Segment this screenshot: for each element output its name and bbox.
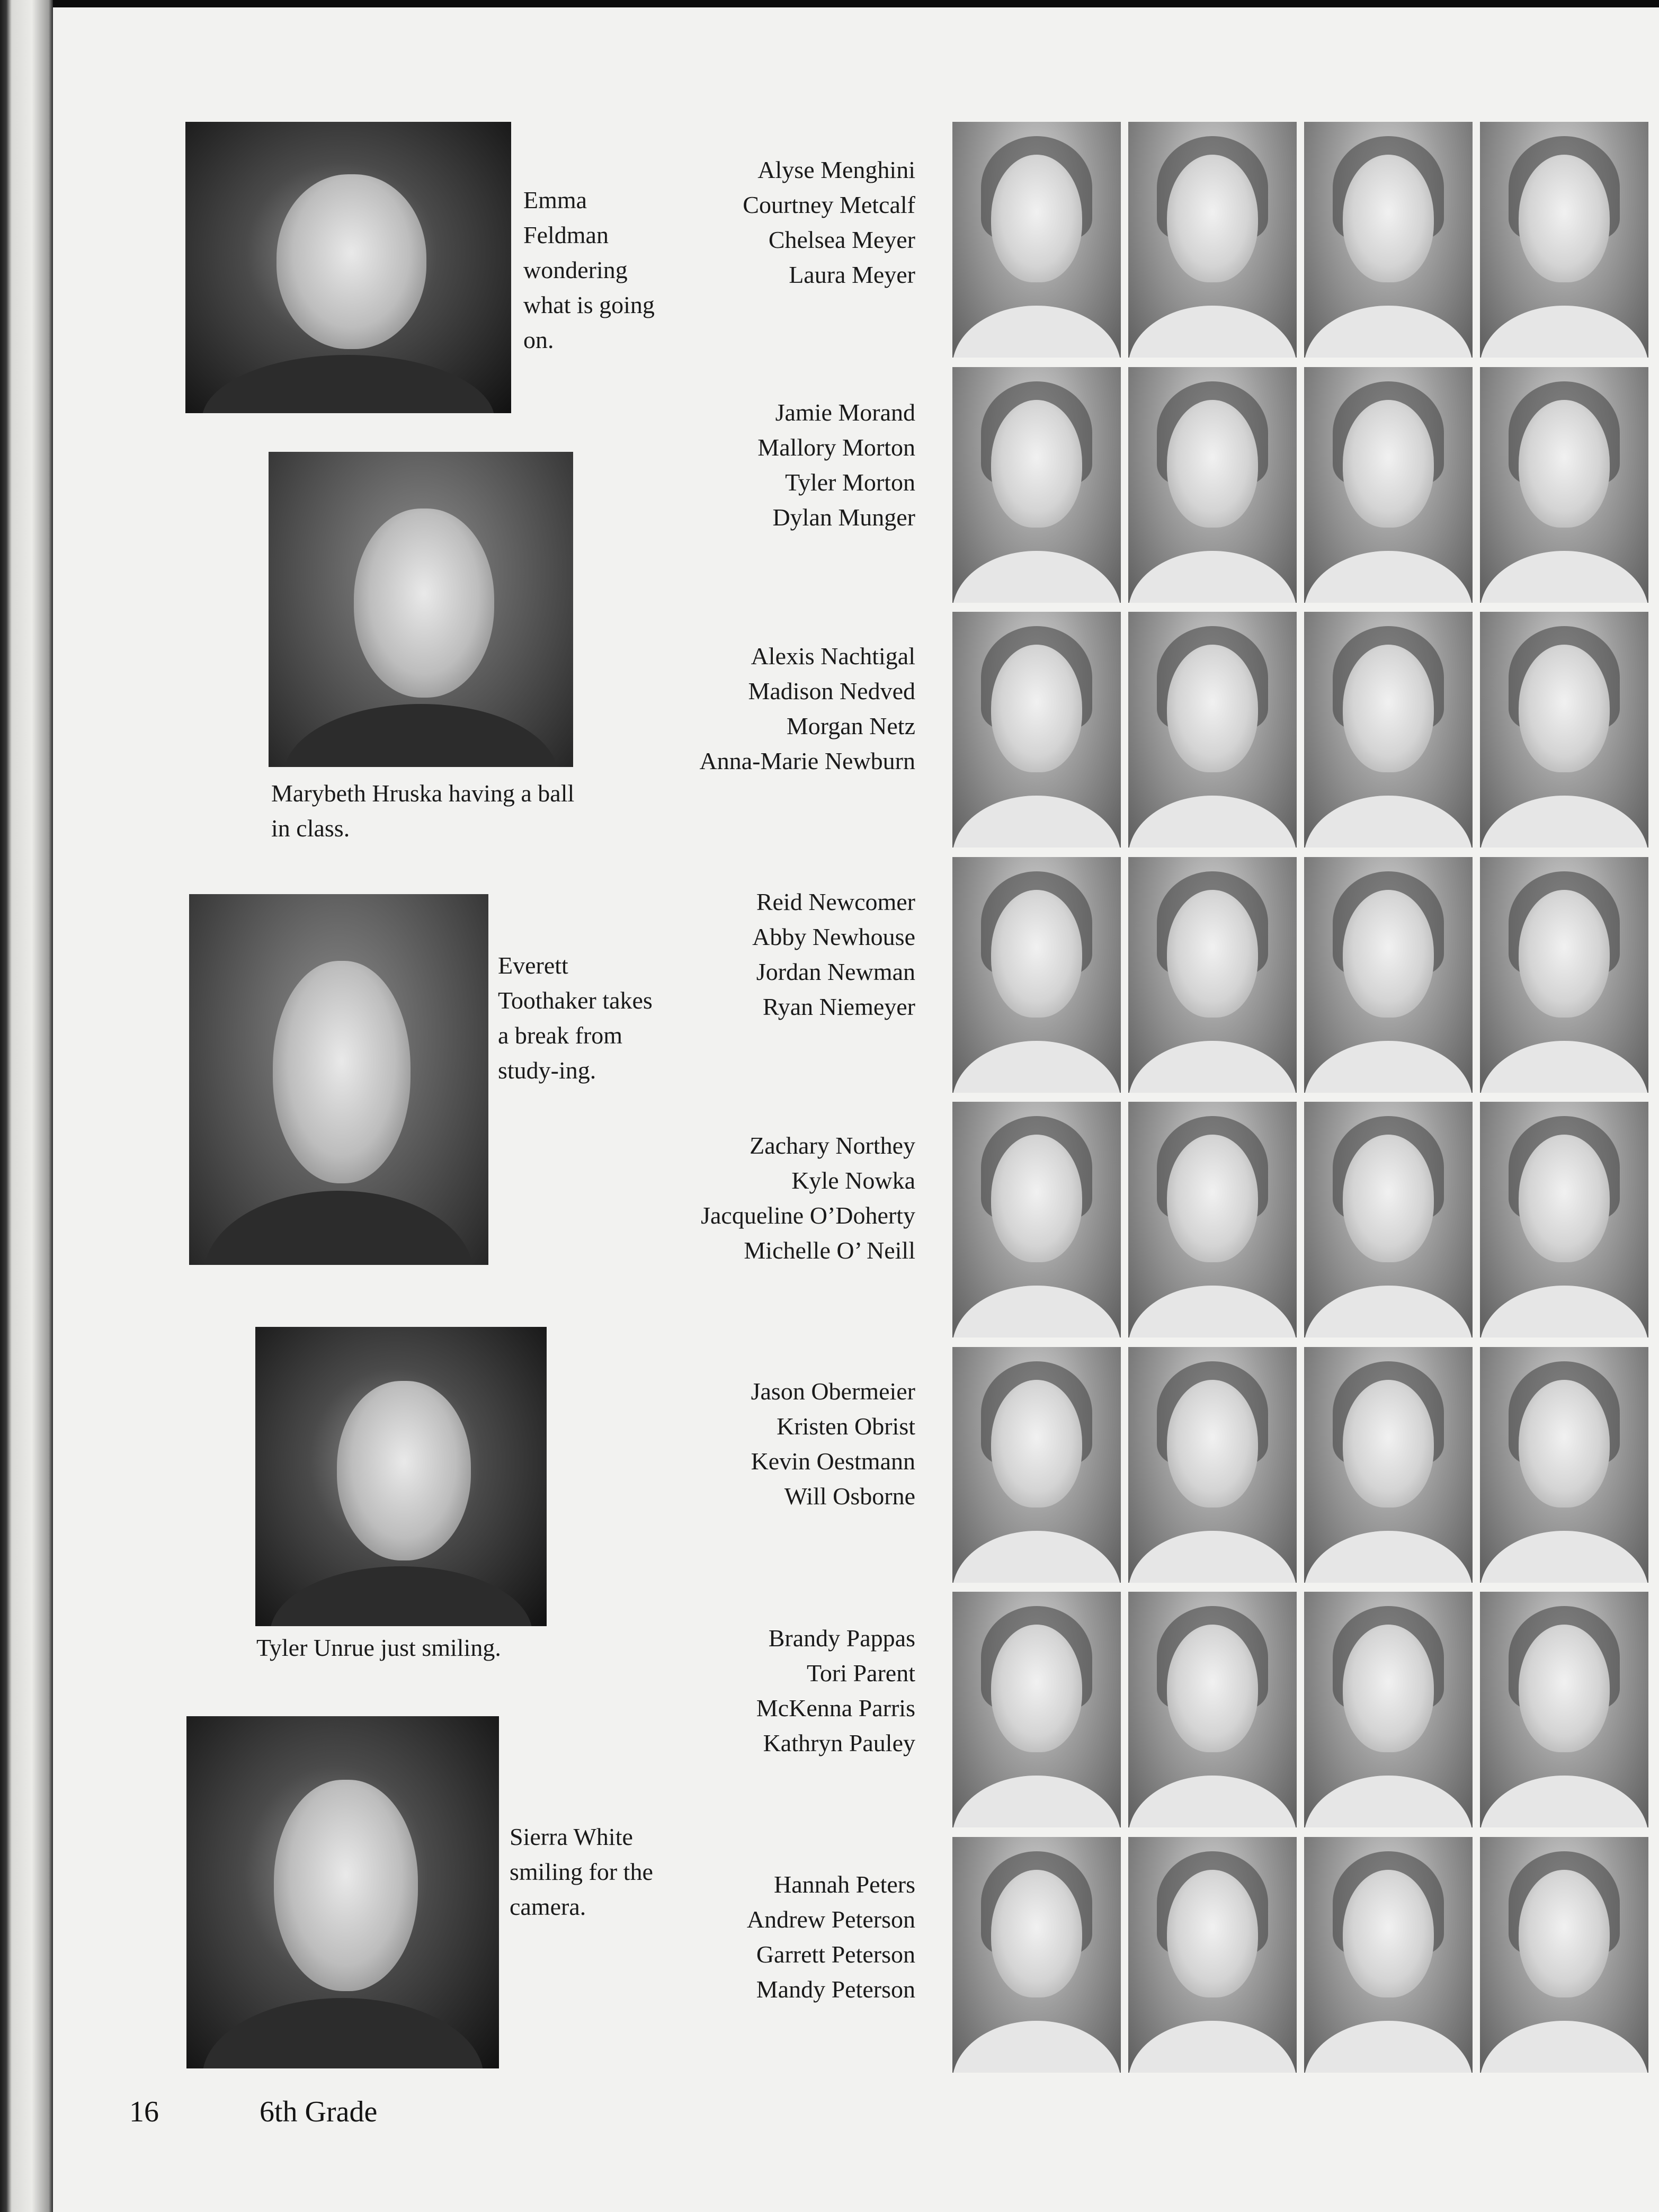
portrait-head	[1167, 1625, 1258, 1752]
student-name: Abby Newhouse	[752, 923, 915, 950]
portrait-shoulders	[1128, 306, 1297, 358]
student-name: Garrett Peterson	[756, 1941, 915, 1968]
student-name: Kyle Nowka	[791, 1167, 915, 1194]
portrait-shoulders	[1480, 1041, 1648, 1093]
student-name: Jason Obermeier	[751, 1378, 915, 1405]
portrait-head	[991, 400, 1082, 527]
name-list-row-6	[597, 1374, 915, 1514]
portrait-shoulders	[1480, 796, 1648, 848]
section-title: 6th Grade	[260, 2095, 378, 2128]
binding-edge	[0, 0, 53, 2212]
portrait-head	[1519, 1135, 1610, 1262]
portrait-head	[991, 645, 1082, 772]
student-name: Ryan Niemeyer	[762, 993, 915, 1020]
portrait-shoulders	[1480, 1776, 1648, 1827]
portrait-head	[1519, 1625, 1610, 1752]
student-name: Hannah Peters	[774, 1871, 915, 1898]
candid-photo-tyler	[255, 1327, 547, 1626]
student-portrait	[1304, 1347, 1473, 1583]
student-name: Kristen Obrist	[777, 1413, 915, 1440]
student-name: Tyler Morton	[785, 469, 915, 496]
portrait-shoulders	[1304, 1041, 1473, 1093]
page-number: 16	[129, 2095, 159, 2128]
student-portrait	[1480, 1347, 1648, 1583]
student-name: Jordan Newman	[756, 958, 915, 985]
student-portrait	[952, 612, 1121, 848]
shoulders	[204, 1191, 474, 1265]
student-name: Michelle O’ Neill	[744, 1237, 915, 1264]
candid-caption-sierra: Sierra White smiling for the camera.	[510, 1823, 653, 1920]
portrait-shoulders	[1304, 2021, 1473, 2073]
candid-photo-marybeth	[269, 452, 573, 767]
student-portrait	[1128, 1347, 1297, 1583]
portrait-shoulders	[952, 1776, 1121, 1827]
student-portrait	[1480, 1102, 1648, 1337]
portrait-shoulders	[1480, 2021, 1648, 2073]
student-name: Alexis Nachtigal	[751, 643, 915, 670]
portrait-head	[1167, 155, 1258, 282]
name-list-row-3	[597, 639, 915, 779]
name-list-row-1	[597, 153, 915, 292]
portrait-head	[991, 1625, 1082, 1752]
portrait-head	[1343, 1380, 1434, 1507]
portrait-shoulders	[1304, 1776, 1473, 1827]
name-list-row-7	[597, 1621, 915, 1761]
student-portrait	[1128, 122, 1297, 358]
student-portrait	[952, 857, 1121, 1093]
portrait-shoulders	[1128, 1286, 1297, 1337]
student-portrait	[952, 122, 1121, 358]
student-name: Brandy Pappas	[768, 1625, 915, 1652]
portrait-shoulders	[1304, 1286, 1473, 1337]
portrait-shoulders	[1128, 1041, 1297, 1093]
student-portrait	[952, 1837, 1121, 2073]
student-name: McKenna Parris	[756, 1694, 915, 1722]
portrait-shoulders	[1304, 1531, 1473, 1583]
portrait-head	[991, 1380, 1082, 1507]
student-name: Chelsea Meyer	[768, 226, 915, 253]
student-name: Will Osborne	[784, 1483, 915, 1510]
face	[274, 1780, 417, 1991]
portrait-head	[991, 1870, 1082, 1997]
student-name: Andrew Peterson	[746, 1906, 915, 1933]
student-portrait	[952, 1592, 1121, 1827]
student-portrait	[1304, 1837, 1473, 2073]
student-name: Zachary Northey	[750, 1132, 915, 1159]
student-portrait	[1480, 122, 1648, 358]
portrait-head	[1343, 1625, 1434, 1752]
portrait-head	[1167, 645, 1258, 772]
portrait-head	[1519, 890, 1610, 1017]
student-portrait	[1128, 1837, 1297, 2073]
name-list-row-2	[597, 395, 915, 535]
portrait-head	[1519, 1380, 1610, 1507]
candid-caption-tyler: Tyler Unrue just smiling.	[256, 1634, 501, 1661]
shoulders	[202, 355, 495, 413]
portrait-shoulders	[952, 1286, 1121, 1337]
portrait-shoulders	[1128, 1531, 1297, 1583]
student-name: Jamie Morand	[775, 399, 915, 426]
student-portrait	[1480, 367, 1648, 603]
student-portrait	[1128, 857, 1297, 1093]
student-portrait	[952, 1102, 1121, 1337]
portrait-head	[991, 890, 1082, 1017]
portrait-shoulders	[1480, 306, 1648, 358]
portrait-head	[1167, 1870, 1258, 1997]
portrait-shoulders	[1304, 306, 1473, 358]
student-portrait	[1304, 612, 1473, 848]
portrait-shoulders	[952, 2021, 1121, 2073]
name-list-row-8	[597, 1867, 915, 2007]
portrait-head	[991, 155, 1082, 282]
candid-caption-emma: Emma Feldman wondering what is going on.	[523, 186, 655, 353]
student-portrait	[1128, 612, 1297, 848]
face	[276, 174, 426, 349]
student-name: Tori Parent	[806, 1660, 915, 1687]
student-name: Reid Newcomer	[756, 888, 915, 915]
portrait-head	[1167, 1380, 1258, 1507]
student-portrait	[1480, 1592, 1648, 1827]
portrait-head	[1343, 890, 1434, 1017]
student-name: Jacqueline O’Doherty	[701, 1202, 915, 1229]
name-list-row-5	[597, 1128, 915, 1268]
student-portrait	[952, 367, 1121, 603]
portrait-head	[1167, 890, 1258, 1017]
candid-photo-everett	[189, 894, 488, 1265]
student-portrait	[1304, 1592, 1473, 1827]
student-portrait	[1304, 122, 1473, 358]
student-portrait	[1128, 1592, 1297, 1827]
student-name: Dylan Munger	[772, 504, 915, 531]
portrait-shoulders	[1480, 1531, 1648, 1583]
portrait-head	[1167, 1135, 1258, 1262]
portrait-head	[1519, 1870, 1610, 1997]
student-name: Courtney Metcalf	[743, 191, 915, 218]
student-name: Morgan Netz	[786, 712, 915, 739]
student-name: Madison Nedved	[748, 677, 915, 704]
portrait-head	[1343, 1135, 1434, 1262]
student-name: Mandy Peterson	[756, 1976, 915, 2003]
student-portrait	[1304, 857, 1473, 1093]
portrait-shoulders	[1128, 551, 1297, 603]
portrait-head	[991, 1135, 1082, 1262]
student-portrait	[1480, 857, 1648, 1093]
student-name: Alyse Menghini	[757, 156, 915, 183]
face	[354, 509, 494, 698]
student-name: Anna-Marie Newburn	[699, 747, 915, 774]
student-portrait	[1480, 612, 1648, 848]
portrait-shoulders	[1128, 796, 1297, 848]
portrait-head	[1519, 400, 1610, 527]
portrait-head	[1343, 645, 1434, 772]
portrait-shoulders	[1128, 2021, 1297, 2073]
candid-photo-emma	[185, 122, 511, 413]
portrait-head	[1167, 400, 1258, 527]
portrait-head	[1343, 400, 1434, 527]
student-portrait	[1480, 1837, 1648, 2073]
portrait-shoulders	[1304, 796, 1473, 848]
shoulders	[284, 704, 558, 767]
student-name: Kevin Oestmann	[751, 1448, 915, 1475]
portrait-head	[1519, 645, 1610, 772]
portrait-shoulders	[952, 1041, 1121, 1093]
student-name: Kathryn Pauley	[763, 1729, 915, 1756]
student-portrait	[1128, 1102, 1297, 1337]
portrait-shoulders	[952, 796, 1121, 848]
face	[273, 961, 411, 1183]
portrait-head	[1519, 155, 1610, 282]
portrait-shoulders	[1128, 1776, 1297, 1827]
face	[337, 1381, 471, 1560]
portrait-shoulders	[952, 306, 1121, 358]
portrait-shoulders	[952, 1531, 1121, 1583]
student-portrait	[1128, 367, 1297, 603]
shoulders	[202, 1998, 484, 2068]
name-list-row-4	[597, 885, 915, 1024]
portrait-shoulders	[1480, 1286, 1648, 1337]
student-portrait	[1304, 1102, 1473, 1337]
shoulders	[270, 1566, 532, 1626]
portrait-head	[1343, 155, 1434, 282]
student-portrait	[1304, 367, 1473, 603]
candid-photo-sierra	[186, 1716, 499, 2068]
portrait-shoulders	[1304, 551, 1473, 603]
student-name: Laura Meyer	[789, 261, 915, 288]
portrait-head	[1343, 1870, 1434, 1997]
candid-caption-everett: Everett Toothaker takes a break from study-ing.	[498, 952, 653, 1084]
portrait-shoulders	[1480, 551, 1648, 603]
candid-caption-marybeth: Marybeth Hruska having a ball in class.	[271, 780, 575, 842]
student-name: Mallory Morton	[757, 434, 915, 461]
portrait-shoulders	[952, 551, 1121, 603]
student-portrait	[952, 1347, 1121, 1583]
